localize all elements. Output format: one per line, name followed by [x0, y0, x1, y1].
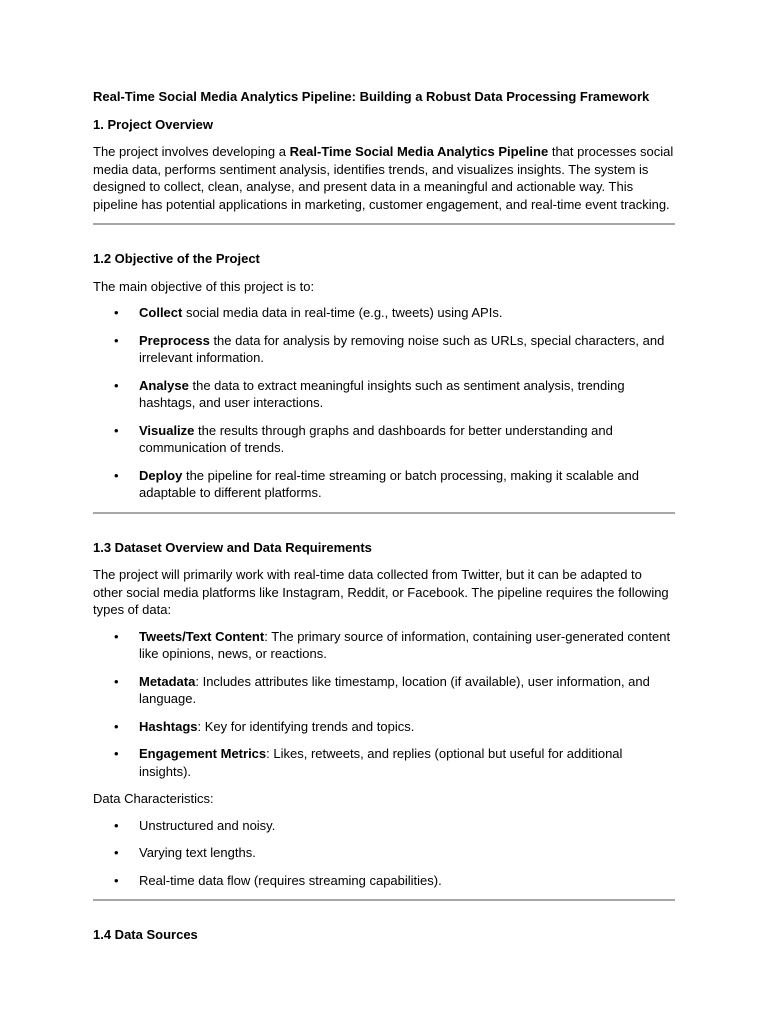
bullet: • [114, 817, 119, 833]
list-item [93, 304, 675, 322]
objective-lead: The main objective of this project is to: [93, 278, 315, 294]
overview-text-bold: Real-Time Social Media Analytics Pipeline [289, 144, 549, 159]
section-heading-data-sources: 1.4 Data Sources [93, 927, 198, 942]
item-bold: Collect [139, 305, 183, 320]
bullet: • [114, 467, 119, 483]
section-data-sources [93, 926, 675, 944]
list-item [93, 332, 675, 367]
objective-list [93, 304, 675, 502]
item-text: the data for analysis by removing noise such as URLs, special characters, and irrelevant information. [139, 332, 665, 365]
bullet: • [114, 628, 119, 644]
item-text: Unstructured and noisy. [139, 817, 276, 833]
item-bold: Analyse [139, 377, 189, 393]
item-bold: Metadata [139, 673, 196, 689]
section-divider [93, 512, 675, 514]
bullet: • [114, 422, 119, 438]
dataset-lead: The project will primarily work with real-time data collected from Twitter, but it can be adapted to other social media platforms like Instagram, Reddit, or Facebook. The pipeline requires the following types of data: [93, 567, 669, 617]
list-item [93, 718, 675, 736]
document-title: Real-Time Social Media Analytics Pipeline: Building a Robust Data Processing Framework [93, 89, 650, 104]
section-dataset [93, 539, 675, 890]
item-text: the results through graphs and dashboards for better understanding and communication of trends. [139, 422, 613, 455]
list-item [93, 673, 675, 708]
list-item [93, 628, 675, 663]
section-heading-project-overview: 1. Project Overview [93, 116, 213, 132]
bullet: • [114, 305, 119, 320]
list-item [93, 377, 675, 412]
list-item [93, 467, 675, 502]
list-item [93, 844, 675, 862]
section-divider [93, 223, 675, 225]
list-item [93, 817, 675, 835]
item-bold: Hashtags [139, 718, 198, 734]
list-item [93, 745, 675, 780]
list-item [93, 422, 675, 457]
item-text: : Key for identifying trends and topics. [197, 718, 415, 734]
bullet: • [114, 746, 119, 761]
bullet: • [114, 673, 119, 689]
item-text: the pipeline for real-time streaming or batch processing, making it scalable and adaptable to different platforms. [139, 467, 640, 500]
data-characteristics-list [93, 817, 675, 890]
overview-text-start: The project involves developing a [93, 144, 290, 159]
bullet: • [114, 377, 119, 393]
bullet: • [114, 718, 119, 734]
item-text: social media data in real-time (e.g., tweets) using APIs. [182, 305, 503, 320]
bullet: • [114, 872, 119, 888]
overview-text-end: that processes social media data, performs sentiment analysis, identifies trends, and visualizes insights. The system is designed to collect, clean, analyse, and present data in a meaningful and actionable way. This pipeline has potential applications in marketing, customer engagement, and real-time event tracking. [93, 144, 674, 212]
item-text: : The primary source of information, containing user-generated content like opinions, news, or reactions. [139, 628, 671, 661]
data-characteristics-label: Data Characteristics: [93, 791, 214, 806]
bullet: • [114, 332, 119, 348]
item-bold: Deploy [139, 467, 183, 483]
bullet: • [114, 845, 119, 860]
section-heading-dataset: 1.3 Dataset Overview and Data Requirements [93, 539, 372, 555]
section-objective [93, 250, 675, 502]
item-text: the data to extract meaningful insights such as sentiment analysis, trending hashtags, and user interactions. [139, 377, 625, 410]
item-text: Real-time data flow (requires streaming capabilities). [139, 872, 442, 888]
item-bold: Tweets/Text Content [139, 628, 265, 644]
list-item [93, 872, 675, 890]
item-bold: Engagement Metrics [139, 746, 267, 761]
item-bold: Preprocess [139, 332, 210, 348]
item-bold: Visualize [139, 422, 195, 438]
section-heading-objective: 1.2 Objective of the Project [93, 251, 260, 266]
item-text: Varying text lengths. [139, 845, 256, 860]
item-text: : Includes attributes like timestamp, location (if available), user information, and language. [139, 673, 650, 706]
data-types-list [93, 628, 675, 781]
document-body [93, 88, 675, 954]
section-divider [93, 899, 675, 901]
item-text: : Likes, retweets, and replies (optional but useful for additional insights). [139, 746, 623, 779]
project-overview-paragraph [93, 143, 675, 213]
